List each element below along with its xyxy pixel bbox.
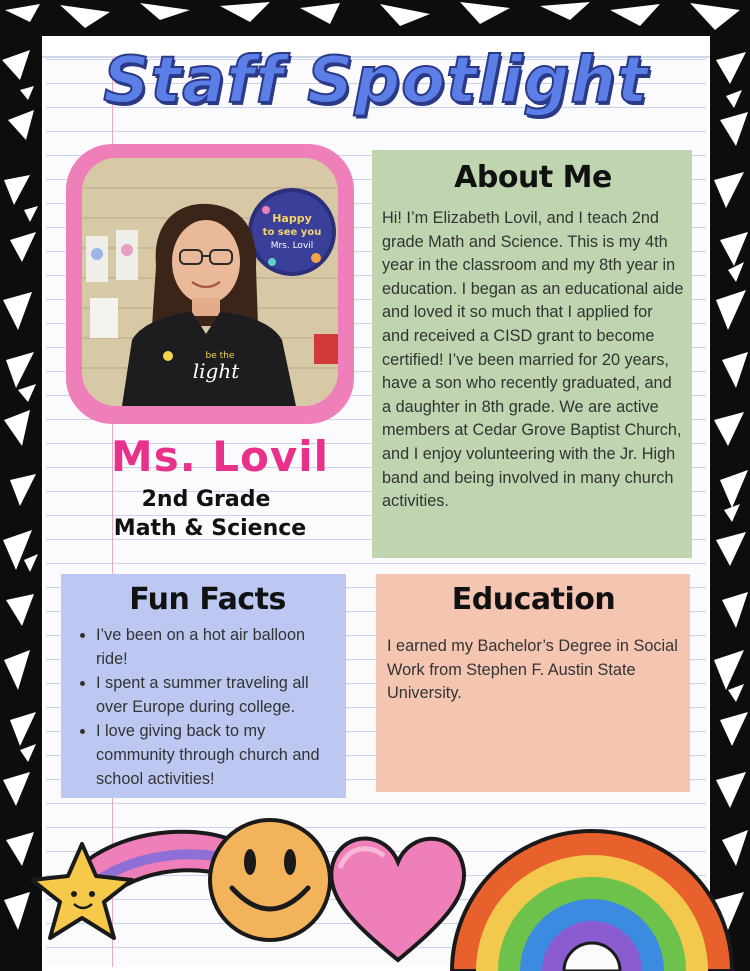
rainbow-icon [452, 831, 732, 971]
star-icon [32, 832, 236, 938]
list-item: • I love giving back to my community through church and school activities! [96, 719, 340, 791]
sign-line-1: Happy [272, 212, 312, 225]
about-me-heading: About Me [454, 160, 612, 195]
education-text: I earned my Bachelor’s Degree in Social Work from Stephen F. Austin State University. [387, 637, 678, 703]
smiley-face-icon [210, 820, 330, 940]
page-title: Staff Spotlight [103, 44, 649, 118]
teacher-subject: Math & Science [113, 516, 307, 541]
fun-facts-box [61, 574, 346, 798]
teacher-name: Ms. Lovil [110, 432, 330, 481]
shirt-text-top: be the [205, 351, 235, 361]
teacher-photo [82, 158, 338, 406]
list-item: • I spent a summer traveling all over Europe during college. [96, 671, 340, 719]
about-me-text: Hi! I’m Elizabeth Lovil, and I teach 2nd grade Math and Science. This is my 4th year in the classroom and my 8th year in education. I began as an educational aide and loved it so much that I applied for and received a CISD grant to become certified! I’ve been married for 20 years, have a son who recently graduated, and a daughter in 8th grade. We are active members at Cedar Grove Baptist Church, and I enjoy volunteering with the Jr. High band and being involved in many church activities. [382, 209, 684, 511]
fun-facts-heading: Fun Facts [129, 582, 286, 617]
sign-line-2: to see you [262, 227, 322, 238]
sticker-row [0, 790, 750, 971]
fun-facts-list [75, 623, 340, 791]
list-item: • I’ve been on a hot air balloon ride! [96, 623, 340, 671]
about-me-box [372, 150, 692, 558]
teacher-grade: 2nd Grade [141, 487, 271, 512]
photo-frame [66, 144, 354, 424]
sign-line-3: Mrs. Lovil [270, 241, 314, 251]
heart-icon [331, 838, 464, 960]
education-heading: Education [451, 582, 616, 617]
shirt-text-main: light [192, 359, 240, 383]
education-box [376, 574, 690, 792]
